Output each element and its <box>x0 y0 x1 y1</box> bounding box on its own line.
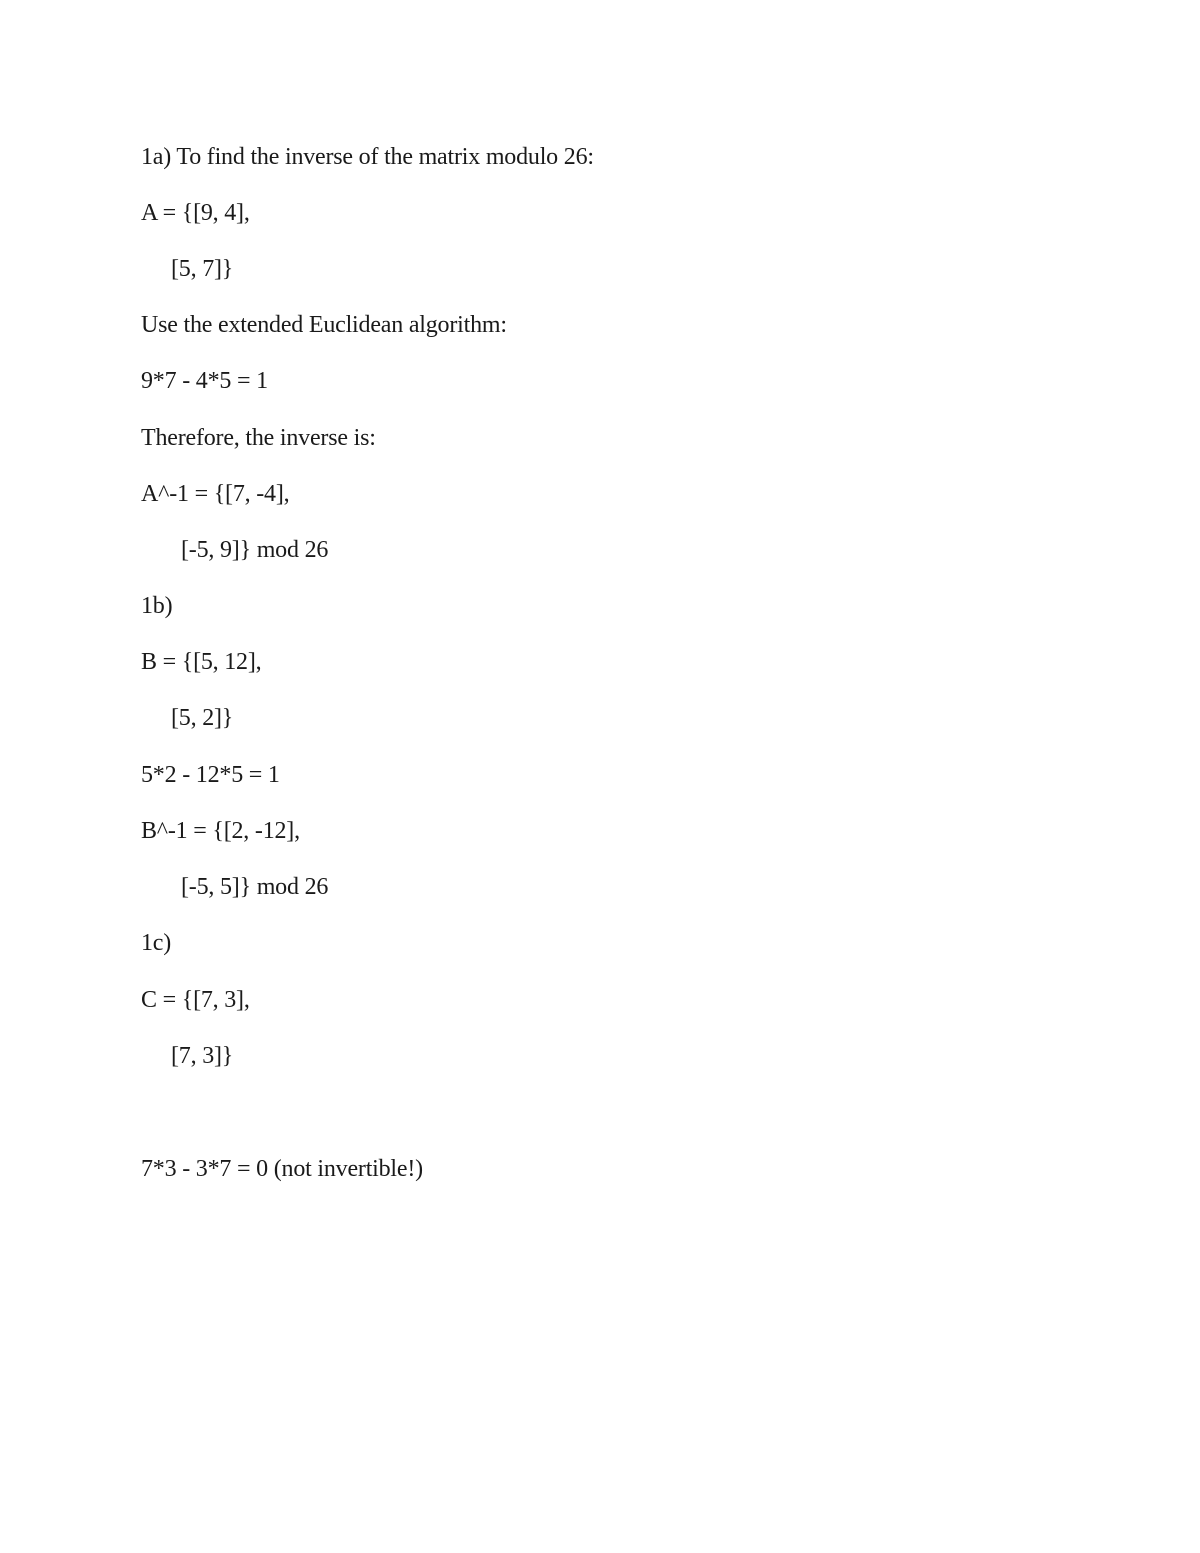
matrix-b-row-2: [5, 2]} <box>171 705 234 731</box>
heading-1a: 1a) To find the inverse of the matrix modulo 26: <box>141 144 594 170</box>
matrix-c-row-1: C = {[7, 3], <box>141 987 250 1013</box>
inverse-b-row-2: [-5, 5]} mod 26 <box>181 874 329 900</box>
inverse-b-row-1: B^-1 = {[2, -12], <box>141 818 300 844</box>
algorithm-note: Use the extended Euclidean algorithm: <box>141 312 507 338</box>
determinant-a: 9*7 - 4*5 = 1 <box>141 368 268 394</box>
heading-1b: 1b) <box>141 593 173 619</box>
determinant-b: 5*2 - 12*5 = 1 <box>141 762 280 788</box>
inverse-note: Therefore, the inverse is: <box>141 425 376 451</box>
matrix-b-row-1: B = {[5, 12], <box>141 649 262 675</box>
inverse-a-row-2: [-5, 9]} mod 26 <box>181 537 329 563</box>
matrix-a-row-1: A = {[9, 4], <box>141 200 250 226</box>
inverse-a-row-1: A^-1 = {[7, -4], <box>141 481 290 507</box>
matrix-c-row-2: [7, 3]} <box>171 1043 234 1069</box>
heading-1c: 1c) <box>141 930 172 956</box>
matrix-a-row-2: [5, 7]} <box>171 256 234 282</box>
determinant-c: 7*3 - 3*7 = 0 (not invertible!) <box>141 1156 423 1182</box>
